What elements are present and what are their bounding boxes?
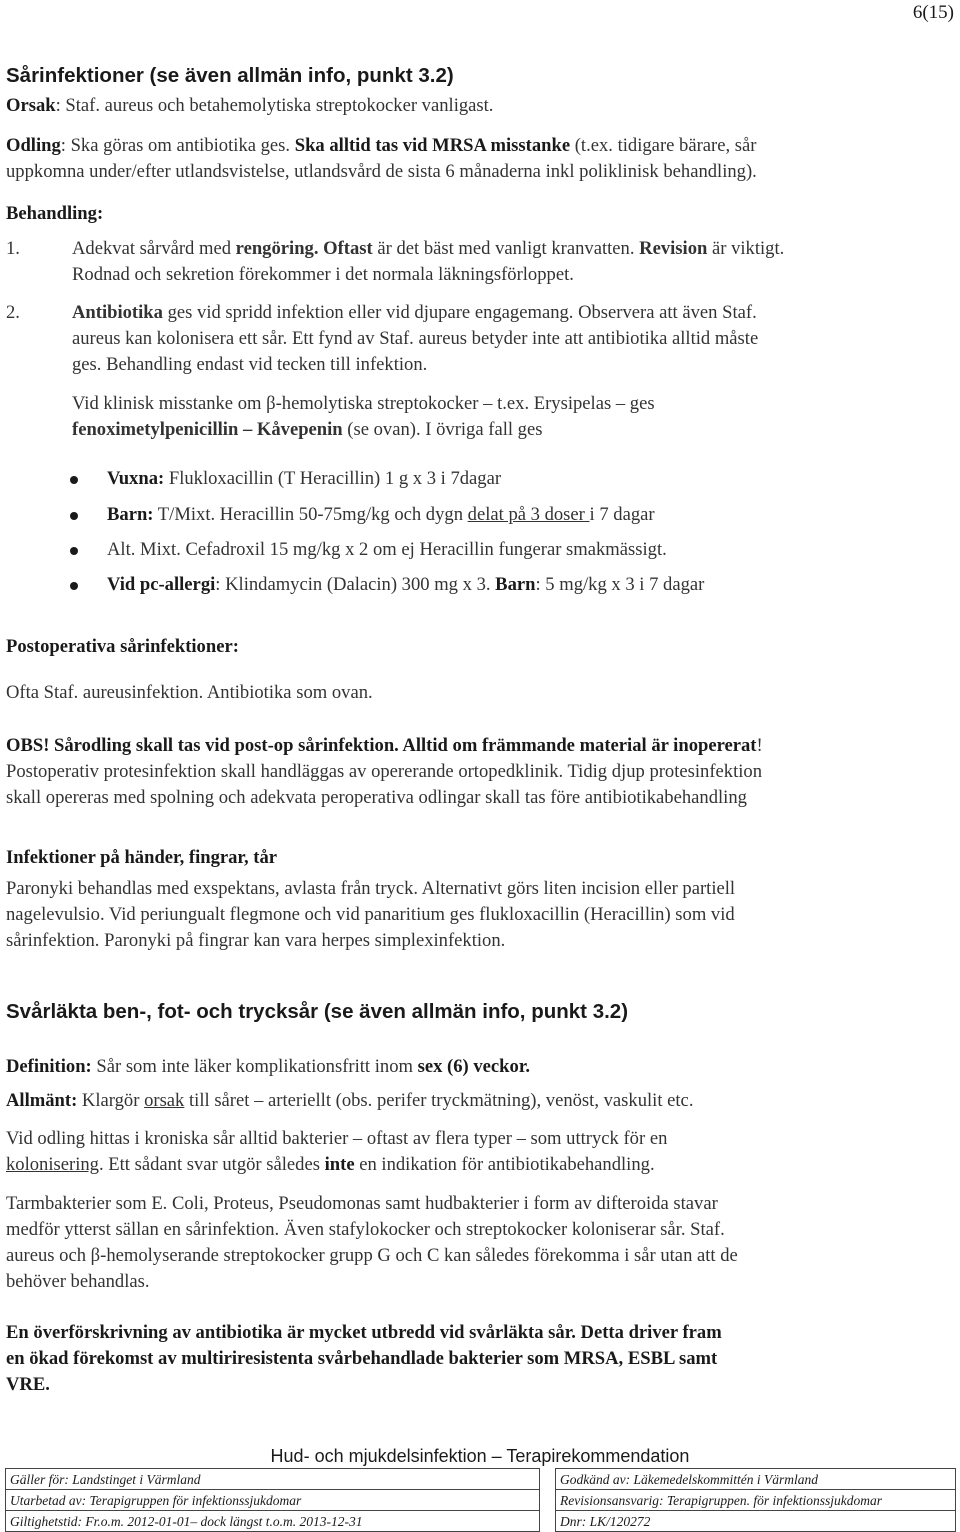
hander-line-2: nagelevulsio. Vid periungualt flegmone och vid panaritium ges flukloxacillin (Heracillin) som vid — [6, 904, 735, 925]
bullet-plain: T/Mixt. Heracillin 50-75mg/kg och dygn — [153, 504, 468, 525]
footer-godkand: Godkänd av: Läkemedelskommittén i Värmland — [556, 1469, 956, 1490]
orsak-text: : Staf. aureus och betahemolytiska streptokocker vanligast. — [55, 95, 494, 116]
bullet-bold: Vid pc-allergi — [107, 574, 216, 595]
odling-kronisk-bold: inte — [324, 1154, 355, 1175]
page-number: 6(15) — [912, 2, 954, 23]
bullet-icon — [70, 512, 78, 520]
bullet-icon — [70, 547, 78, 555]
footer-table — [5, 1468, 956, 1532]
item1-bold-f: Revision — [639, 238, 708, 259]
item1-text-g: är viktigt. — [707, 238, 785, 259]
item2-line-3: ges. Behandling endast vid tecken till infektion. — [72, 354, 428, 375]
item1-bold-d: Oftast — [323, 238, 373, 259]
bullet-tail: i 7 dagar — [589, 504, 655, 525]
bullet-icon — [70, 476, 78, 484]
footer-dnr: Dnr: LK/120272 — [556, 1511, 956, 1532]
bullet-text — [107, 466, 501, 492]
bullet-bold: Vuxna: — [107, 468, 165, 489]
orsak-label: Orsak — [6, 95, 56, 116]
footer-galler: Gäller för: Landstinget i Värmland — [6, 1469, 540, 1490]
postop-obs — [6, 733, 936, 759]
hander-line-1: Paronyki behandlas med exspektans, avlasta från tryck. Alternativt görs liten incision eller partiell — [6, 878, 736, 899]
tarm-line-3: aureus och β-hemolyserande streptokocker grupp G och C kan således förekomma i sår utan att de — [6, 1245, 738, 1266]
odling-line-1 — [6, 133, 936, 159]
tarm-line-2: medför ytterst sällan en sårinfektion. Även stafylokocker och streptokocker koloniserar sår. Staf. — [6, 1219, 725, 1240]
item1-line-2: Rodnad och sekretion förekommer i det normala läkningsförloppet. — [72, 264, 574, 285]
footer-giltighet: Giltighetstid: Fr.o.m. 2012-01-01– dock längst t.o.m. 2013-12-31 — [6, 1511, 540, 1532]
allmant-text-a: Klargör — [77, 1090, 145, 1111]
item2-number: 2. — [6, 302, 20, 323]
odling-kronisk-line-2 — [6, 1152, 936, 1178]
bullet-text — [107, 572, 704, 598]
footer-revision: Revisionsansvarig: Terapigruppen. för infektionssjukdomar — [556, 1490, 956, 1511]
odling-line-2: uppkomna under/efter utlandsvistelse, utlandsvård de sista 6 månaderna inkl poliklinisk behandling). — [6, 161, 757, 182]
orsak-paragraph — [6, 93, 936, 119]
bullet-text — [107, 502, 655, 528]
allmant-underlined: orsak — [144, 1090, 185, 1111]
tarm-line-1: Tarmbakterier som E. Coli, Proteus, Pseudomonas samt hudbakterier i form av difteroida stavar — [6, 1193, 718, 1214]
tarm-line-4: behöver behandlas. — [6, 1271, 150, 1292]
postop-line-4: skall opereras med spolning och adekvata peroperativa odlingar skall tas före antibiotikabehandling — [6, 787, 747, 808]
postop-obs-excl: ! — [756, 735, 763, 756]
postop-obs-bold: OBS! Sårodling skall tas vid post-op sårinfektion. Alltid om främmande material är inopererat — [6, 735, 757, 756]
allmant-text-b: till såret – arteriellt (obs. perifer tryckmätning), venöst, vaskulit etc. — [184, 1090, 694, 1111]
item1-bold-b: rengöring. — [235, 238, 319, 259]
bullet-text: Alt. Mixt. Cefadroxil 15 mg/kg x 2 om ej Heracillin fungerar smakmässigt. — [107, 539, 667, 560]
odling-text-2: (t.ex. tidigare bärare, sår — [570, 135, 757, 156]
final-line-2: en ökad förekomst av multiriresistenta svårbehandlade bakterier som MRSA, ESBL samt — [6, 1348, 718, 1369]
item1-text-a: Adekvat sårvård med — [72, 238, 236, 259]
item1-text-e: är det bäst med vanligt kranvatten. — [372, 238, 640, 259]
allmant-label: Allmänt: — [6, 1090, 78, 1111]
footer-utarbetad: Utarbetad av: Terapigruppen för infektionssjukdomar — [6, 1490, 540, 1511]
definition-line — [6, 1054, 936, 1080]
item1-line-1 — [6, 236, 936, 262]
bullet-bold-2: Barn — [495, 574, 536, 595]
footer-title: Hud- och mjukdelsinfektion – Terapirekommendation — [270, 1446, 690, 1466]
odling-label: Odling — [6, 135, 61, 156]
svarlakta-heading: Svårläkta ben-, fot- och trycksår (se även allmän info, punkt 3.2) — [6, 1000, 629, 1023]
bullet-underlined: delat på 3 doser — [467, 504, 590, 525]
odling-kronisk-text-b: en indikation för antibiotikabehandling. — [354, 1154, 655, 1175]
strep-line-2 — [72, 417, 936, 443]
section-heading-sarinfektioner: Sårinfektioner (se även allmän info, punkt 3.2) — [6, 64, 454, 87]
odling-kronisk-line-1: Vid odling hittas i kroniska sår alltid bakterier – oftast av flera typer – som uttryck för en — [6, 1128, 668, 1149]
final-line-1: En överförskrivning av antibiotika är mycket utbredd vid svårläkta sår. Detta driver fram — [6, 1322, 722, 1343]
bullet-plain: Flukloxacillin (T Heracillin) 1 g x 3 i 7dagar — [164, 468, 502, 489]
postop-line-1: Ofta Staf. aureusinfektion. Antibiotika som ovan. — [6, 682, 373, 703]
odling-bold: Ska alltid tas vid MRSA misstanke — [294, 135, 571, 156]
strep-text: (se ovan). I övriga fall ges — [342, 419, 543, 440]
bullet-tail: : 5 mg/kg x 3 i 7 dagar — [535, 574, 705, 595]
bullet-icon — [70, 582, 78, 590]
item2-text: ges vid spridd infektion eller vid djupare engagemang. Observera att även Staf. — [162, 302, 757, 323]
item1-number: 1. — [6, 238, 20, 259]
item2-line-1 — [6, 300, 936, 326]
final-line-3: VRE. — [6, 1374, 50, 1395]
strep-line-1: Vid klinisk misstanke om β-hemolytiska streptokocker – t.ex. Erysipelas – ges — [72, 393, 655, 414]
behandling-label: Behandling: — [6, 203, 104, 224]
odling-kronisk-text-a: . Ett sådant svar utgör således — [98, 1154, 325, 1175]
item2-bold: Antibiotika — [72, 302, 163, 323]
definition-bold: sex (6) veckor. — [417, 1056, 531, 1077]
bullet-bold: Barn: — [107, 504, 154, 525]
item2-line-2: aureus kan kolonisera ett sår. Ett fynd av Staf. aureus betyder inte att antibiotika alltid måste — [72, 328, 759, 349]
odling-text: : Ska göras om antibiotika ges. — [60, 135, 295, 156]
kolonisering-underlined: kolonisering — [6, 1154, 99, 1175]
definition-label: Definition: — [6, 1056, 92, 1077]
hander-line-3: sårinfektion. Paronyki på fingrar kan vara herpes simplexinfektion. — [6, 930, 506, 951]
allmant-line — [6, 1088, 936, 1114]
hander-heading: Infektioner på händer, fingrar, tår — [6, 847, 278, 868]
postop-line-3: Postoperativ protesinfektion skall handläggas av opererande ortopedklinik. Tidig djup protesinfektion — [6, 761, 763, 782]
definition-text: Sår som inte läker komplikationsfritt inom — [91, 1056, 418, 1077]
postop-heading: Postoperativa sårinfektioner: — [6, 636, 239, 657]
strep-bold: fenoximetylpenicillin – Kåvepenin — [72, 419, 343, 440]
bullet-plain: : Klindamycin (Dalacin) 300 mg x 3. — [215, 574, 496, 595]
